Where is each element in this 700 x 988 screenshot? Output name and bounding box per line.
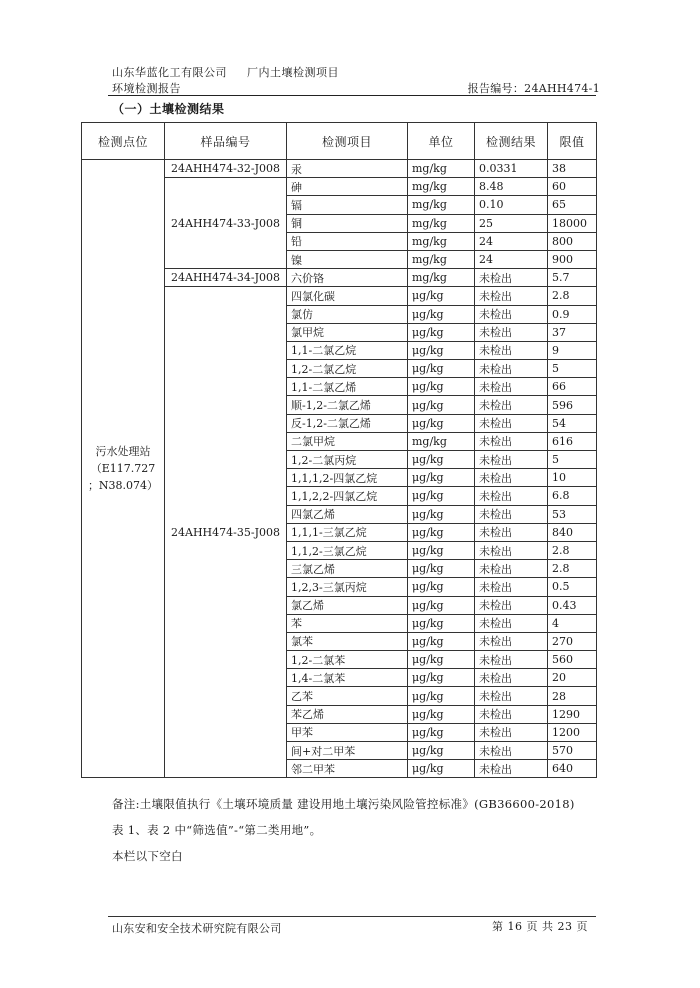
item-cell: 1,2,3-三氯丙烷 [287, 578, 408, 596]
item-cell: 反-1,2-二氯乙烯 [287, 414, 408, 432]
limit-cell: 10 [548, 469, 597, 487]
unit-cell: μg/kg [408, 414, 475, 432]
col-header-item: 检测项目 [287, 123, 408, 160]
result-cell: 未检出 [475, 323, 548, 341]
unit-cell: μg/kg [408, 651, 475, 669]
limit-cell: 0.9 [548, 305, 597, 323]
limit-cell: 9 [548, 341, 597, 359]
result-cell: 8.48 [475, 178, 548, 196]
note-blank: 本栏以下空白 [112, 849, 183, 863]
limit-cell: 2.8 [548, 560, 597, 578]
result-cell: 未检出 [475, 651, 548, 669]
sample-id-cell: 24AHH474-32-J008 [165, 160, 287, 178]
result-cell: 未检出 [475, 487, 548, 505]
limit-cell: 2.8 [548, 287, 597, 305]
footer-institute: 山东安和安全技术研究院有限公司 [112, 922, 282, 935]
unit-cell: mg/kg [408, 269, 475, 287]
unit-cell: μg/kg [408, 578, 475, 596]
unit-cell: μg/kg [408, 360, 475, 378]
result-cell: 未检出 [475, 632, 548, 650]
result-cell: 24 [475, 232, 548, 250]
limit-cell: 60 [548, 178, 597, 196]
item-cell: 汞 [287, 160, 408, 178]
item-cell: 1,1,2,2-四氯乙烷 [287, 487, 408, 505]
header-project: 厂内土壤检测项目 [246, 66, 339, 79]
section-title: （一）土壤检测结果 [112, 102, 225, 116]
result-cell: 未检出 [475, 541, 548, 559]
result-cell: 未检出 [475, 505, 548, 523]
item-cell: 氯仿 [287, 305, 408, 323]
limit-cell: 0.43 [548, 596, 597, 614]
unit-cell: μg/kg [408, 632, 475, 650]
unit-cell: μg/kg [408, 451, 475, 469]
limit-cell: 570 [548, 742, 597, 760]
item-cell: 1,1-二氯乙烷 [287, 341, 408, 359]
site-coord2: ；N38.074） [87, 479, 159, 493]
result-cell: 未检出 [475, 396, 548, 414]
item-cell: 1,4-二氯苯 [287, 669, 408, 687]
result-cell: 未检出 [475, 760, 548, 778]
site-name: 污水处理站 [95, 445, 151, 459]
sample-id-cell: 24AHH474-33-J008 [165, 178, 287, 269]
unit-cell: μg/kg [408, 560, 475, 578]
sample-id-cell: 24AHH474-34-J008 [165, 269, 287, 287]
col-header-unit: 单位 [408, 123, 475, 160]
result-cell: 未检出 [475, 451, 548, 469]
unit-cell: μg/kg [408, 505, 475, 523]
unit-cell: μg/kg [408, 523, 475, 541]
result-cell: 未检出 [475, 341, 548, 359]
result-cell: 未检出 [475, 578, 548, 596]
item-cell: 1,1,1,2-四氯乙烷 [287, 469, 408, 487]
result-cell: 未检出 [475, 269, 548, 287]
table-body [82, 160, 597, 778]
unit-cell: mg/kg [408, 432, 475, 450]
unit-cell: μg/kg [408, 705, 475, 723]
result-cell: 未检出 [475, 723, 548, 741]
limit-cell: 270 [548, 632, 597, 650]
limit-cell: 53 [548, 505, 597, 523]
results-table [81, 122, 597, 778]
result-cell: 未检出 [475, 669, 548, 687]
unit-cell: μg/kg [408, 687, 475, 705]
result-cell: 0.10 [475, 196, 548, 214]
limit-cell: 37 [548, 323, 597, 341]
item-cell: 二氯甲烷 [287, 432, 408, 450]
unit-cell: mg/kg [408, 232, 475, 250]
limit-cell: 54 [548, 414, 597, 432]
limit-cell: 840 [548, 523, 597, 541]
result-cell: 未检出 [475, 687, 548, 705]
item-cell: 氯苯 [287, 632, 408, 650]
table-row [82, 160, 597, 178]
header-company: 山东华蓝化工有限公司 [112, 66, 227, 79]
unit-cell: μg/kg [408, 541, 475, 559]
item-cell: 1,1,1-三氯乙烷 [287, 523, 408, 541]
limit-cell: 5.7 [548, 269, 597, 287]
col-header-site: 检测点位 [82, 123, 165, 160]
item-cell: 氯甲烷 [287, 323, 408, 341]
header-divider [108, 95, 596, 96]
unit-cell: μg/kg [408, 323, 475, 341]
item-cell: 乙苯 [287, 687, 408, 705]
site-coord1: （E117.727 [90, 462, 156, 476]
limit-cell: 900 [548, 250, 597, 268]
item-cell: 铜 [287, 214, 408, 232]
item-cell: 六价铬 [287, 269, 408, 287]
limit-cell: 1200 [548, 723, 597, 741]
limit-cell: 596 [548, 396, 597, 414]
unit-cell: μg/kg [408, 396, 475, 414]
item-cell: 邻二甲苯 [287, 760, 408, 778]
unit-cell: μg/kg [408, 305, 475, 323]
footer-page-number: 第 16 页 共 23 页 [492, 920, 588, 933]
result-cell: 未检出 [475, 705, 548, 723]
unit-cell: μg/kg [408, 469, 475, 487]
item-cell: 间+对二甲苯 [287, 742, 408, 760]
item-cell: 砷 [287, 178, 408, 196]
unit-cell: μg/kg [408, 596, 475, 614]
result-cell: 未检出 [475, 414, 548, 432]
unit-cell: μg/kg [408, 669, 475, 687]
limit-cell: 800 [548, 232, 597, 250]
limit-cell: 28 [548, 687, 597, 705]
result-cell: 未检出 [475, 742, 548, 760]
unit-cell: μg/kg [408, 742, 475, 760]
header-report-type: 环境检测报告 [112, 82, 181, 95]
unit-cell: mg/kg [408, 196, 475, 214]
limit-cell: 6.8 [548, 487, 597, 505]
result-cell: 0.0331 [475, 160, 548, 178]
result-cell: 未检出 [475, 560, 548, 578]
item-cell: 四氯乙烯 [287, 505, 408, 523]
item-cell: 苯 [287, 614, 408, 632]
result-cell: 未检出 [475, 360, 548, 378]
header-company-project [112, 64, 339, 80]
header-report-number: 报告编号：24AHH474-1 [467, 82, 600, 95]
limit-cell: 66 [548, 378, 597, 396]
limit-cell: 38 [548, 160, 597, 178]
unit-cell: μg/kg [408, 341, 475, 359]
limit-cell: 560 [548, 651, 597, 669]
result-cell: 未检出 [475, 614, 548, 632]
unit-cell: μg/kg [408, 614, 475, 632]
limit-cell: 5 [548, 451, 597, 469]
limit-cell: 1290 [548, 705, 597, 723]
sample-id-cell: 24AHH474-35-J008 [165, 287, 287, 778]
item-cell: 甲苯 [287, 723, 408, 741]
col-header-result: 检测结果 [475, 123, 548, 160]
col-header-sample: 样品编号 [165, 123, 287, 160]
unit-cell: μg/kg [408, 760, 475, 778]
unit-cell: mg/kg [408, 250, 475, 268]
limit-cell: 18000 [548, 214, 597, 232]
limit-cell: 5 [548, 360, 597, 378]
item-cell: 苯乙烯 [287, 705, 408, 723]
result-cell: 未检出 [475, 378, 548, 396]
limit-cell: 616 [548, 432, 597, 450]
unit-cell: μg/kg [408, 723, 475, 741]
item-cell: 1,2-二氯苯 [287, 651, 408, 669]
limit-cell: 65 [548, 196, 597, 214]
limit-cell: 20 [548, 669, 597, 687]
item-cell: 1,1-二氯乙烯 [287, 378, 408, 396]
result-cell: 未检出 [475, 432, 548, 450]
unit-cell: μg/kg [408, 287, 475, 305]
note-standard: 备注:土壤限值执行《土壤环境质量 建设用地土壤污染风险管控标准》(GB36600-2018) [112, 797, 575, 811]
limit-cell: 0.5 [548, 578, 597, 596]
result-cell: 未检出 [475, 523, 548, 541]
item-cell: 顺-1,2-二氯乙烯 [287, 396, 408, 414]
result-cell: 未检出 [475, 287, 548, 305]
item-cell: 1,1,2-三氯乙烷 [287, 541, 408, 559]
unit-cell: mg/kg [408, 214, 475, 232]
unit-cell: mg/kg [408, 178, 475, 196]
table-header-row [82, 123, 597, 160]
result-cell: 未检出 [475, 596, 548, 614]
item-cell: 四氯化碳 [287, 287, 408, 305]
limit-cell: 640 [548, 760, 597, 778]
item-cell: 1,2-二氯丙烷 [287, 451, 408, 469]
item-cell: 镍 [287, 250, 408, 268]
item-cell: 三氯乙烯 [287, 560, 408, 578]
result-cell: 24 [475, 250, 548, 268]
limit-cell: 4 [548, 614, 597, 632]
note-screening: 表 1、表 2 中“筛选值”-“第二类用地”。 [112, 823, 322, 837]
item-cell: 氯乙烯 [287, 596, 408, 614]
col-header-limit: 限值 [548, 123, 597, 160]
result-cell: 未检出 [475, 469, 548, 487]
item-cell: 1,2-二氯乙烷 [287, 360, 408, 378]
result-cell: 未检出 [475, 305, 548, 323]
item-cell: 铅 [287, 232, 408, 250]
item-cell: 镉 [287, 196, 408, 214]
unit-cell: μg/kg [408, 378, 475, 396]
unit-cell: μg/kg [408, 487, 475, 505]
site-cell [82, 160, 165, 778]
limit-cell: 2.8 [548, 541, 597, 559]
unit-cell: mg/kg [408, 160, 475, 178]
footer-divider [108, 916, 596, 917]
result-cell: 25 [475, 214, 548, 232]
